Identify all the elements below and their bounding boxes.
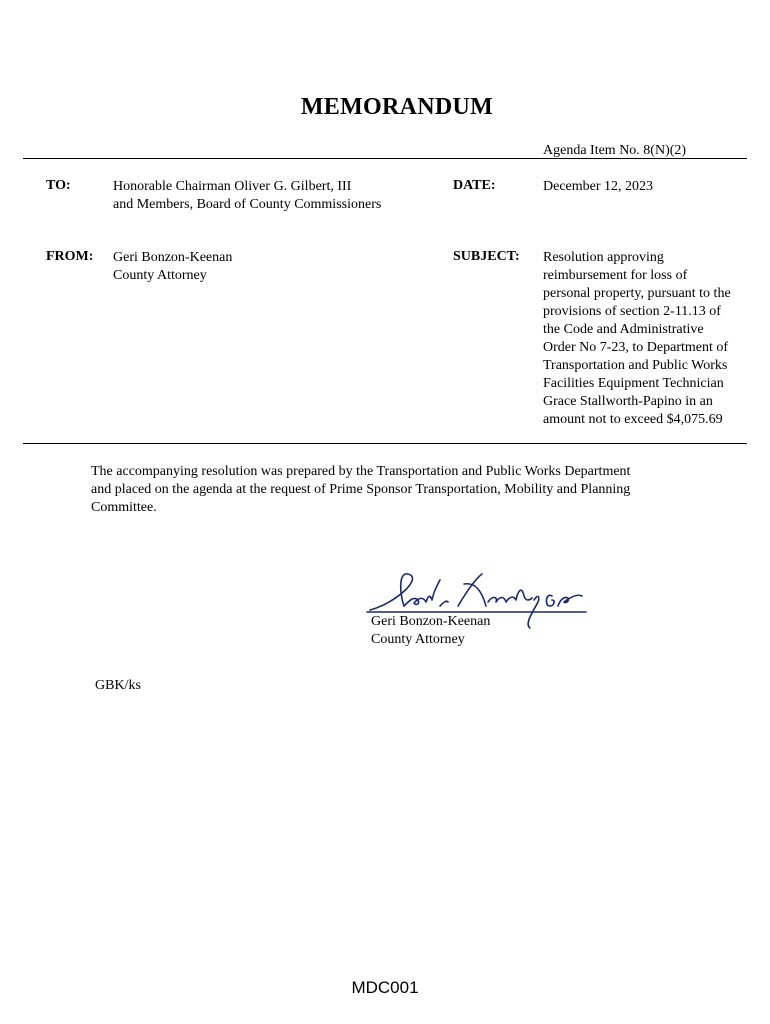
body-line-1: The accompanying resolution was prepared by the Transportation and Public Works Department [91,464,631,479]
date-value: December 12, 2023 [543,179,654,194]
subject-line-4: provisions of section 2-11.13 of [543,304,721,319]
header-divider-top [23,158,747,159]
subject-line-6: Order No 7-23, to Department of [543,340,729,355]
subject-line-8: Facilities Equipment Technician [543,376,724,391]
body-line-2: and placed on the agenda at the request of Prime Sponsor Transportation, Mobility and Planning [91,482,631,497]
subject-line-2: reimbursement for loss of [543,268,688,283]
page-footer-id: MDC001 [351,978,419,997]
to-line-2: and Members, Board of County Commissioners [113,197,382,212]
subject-label: SUBJECT: [453,249,520,264]
signatory-name: Geri Bonzon-Keenan [371,614,491,629]
subject-line-5: the Code and Administrative [543,322,704,337]
header-divider-bottom [23,443,747,444]
subject-line-7: Transportation and Public Works [543,358,728,373]
subject-line-3: personal property, pursuant to the [543,286,731,301]
agenda-item-number: Agenda Item No. 8(N)(2) [543,143,687,158]
signatory-block [371,613,490,649]
body-line-3: Committee. [91,500,157,515]
typist-initials: GBK/ks [95,678,141,693]
from-line-2: County Attorney [113,268,207,283]
to-line-1: Honorable Chairman Oliver G. Gilbert, III [113,179,352,194]
subject-line-10: amount not to exceed $4,075.69 [543,412,723,427]
date-label: DATE: [453,178,496,193]
to-recipients [113,178,381,214]
from-sender [113,249,232,285]
from-line-1: Geri Bonzon-Keenan [113,250,233,265]
subject-line-9: Grace Stallworth-Papino in an [543,394,713,409]
signatory-title: County Attorney [371,632,465,647]
memo-body [91,463,630,517]
memo-title: MEMORANDUM [300,94,494,120]
to-label: TO: [46,178,71,193]
from-label: FROM: [46,249,94,264]
subject-text [543,249,731,429]
subject-line-1: Resolution approving [543,250,664,265]
